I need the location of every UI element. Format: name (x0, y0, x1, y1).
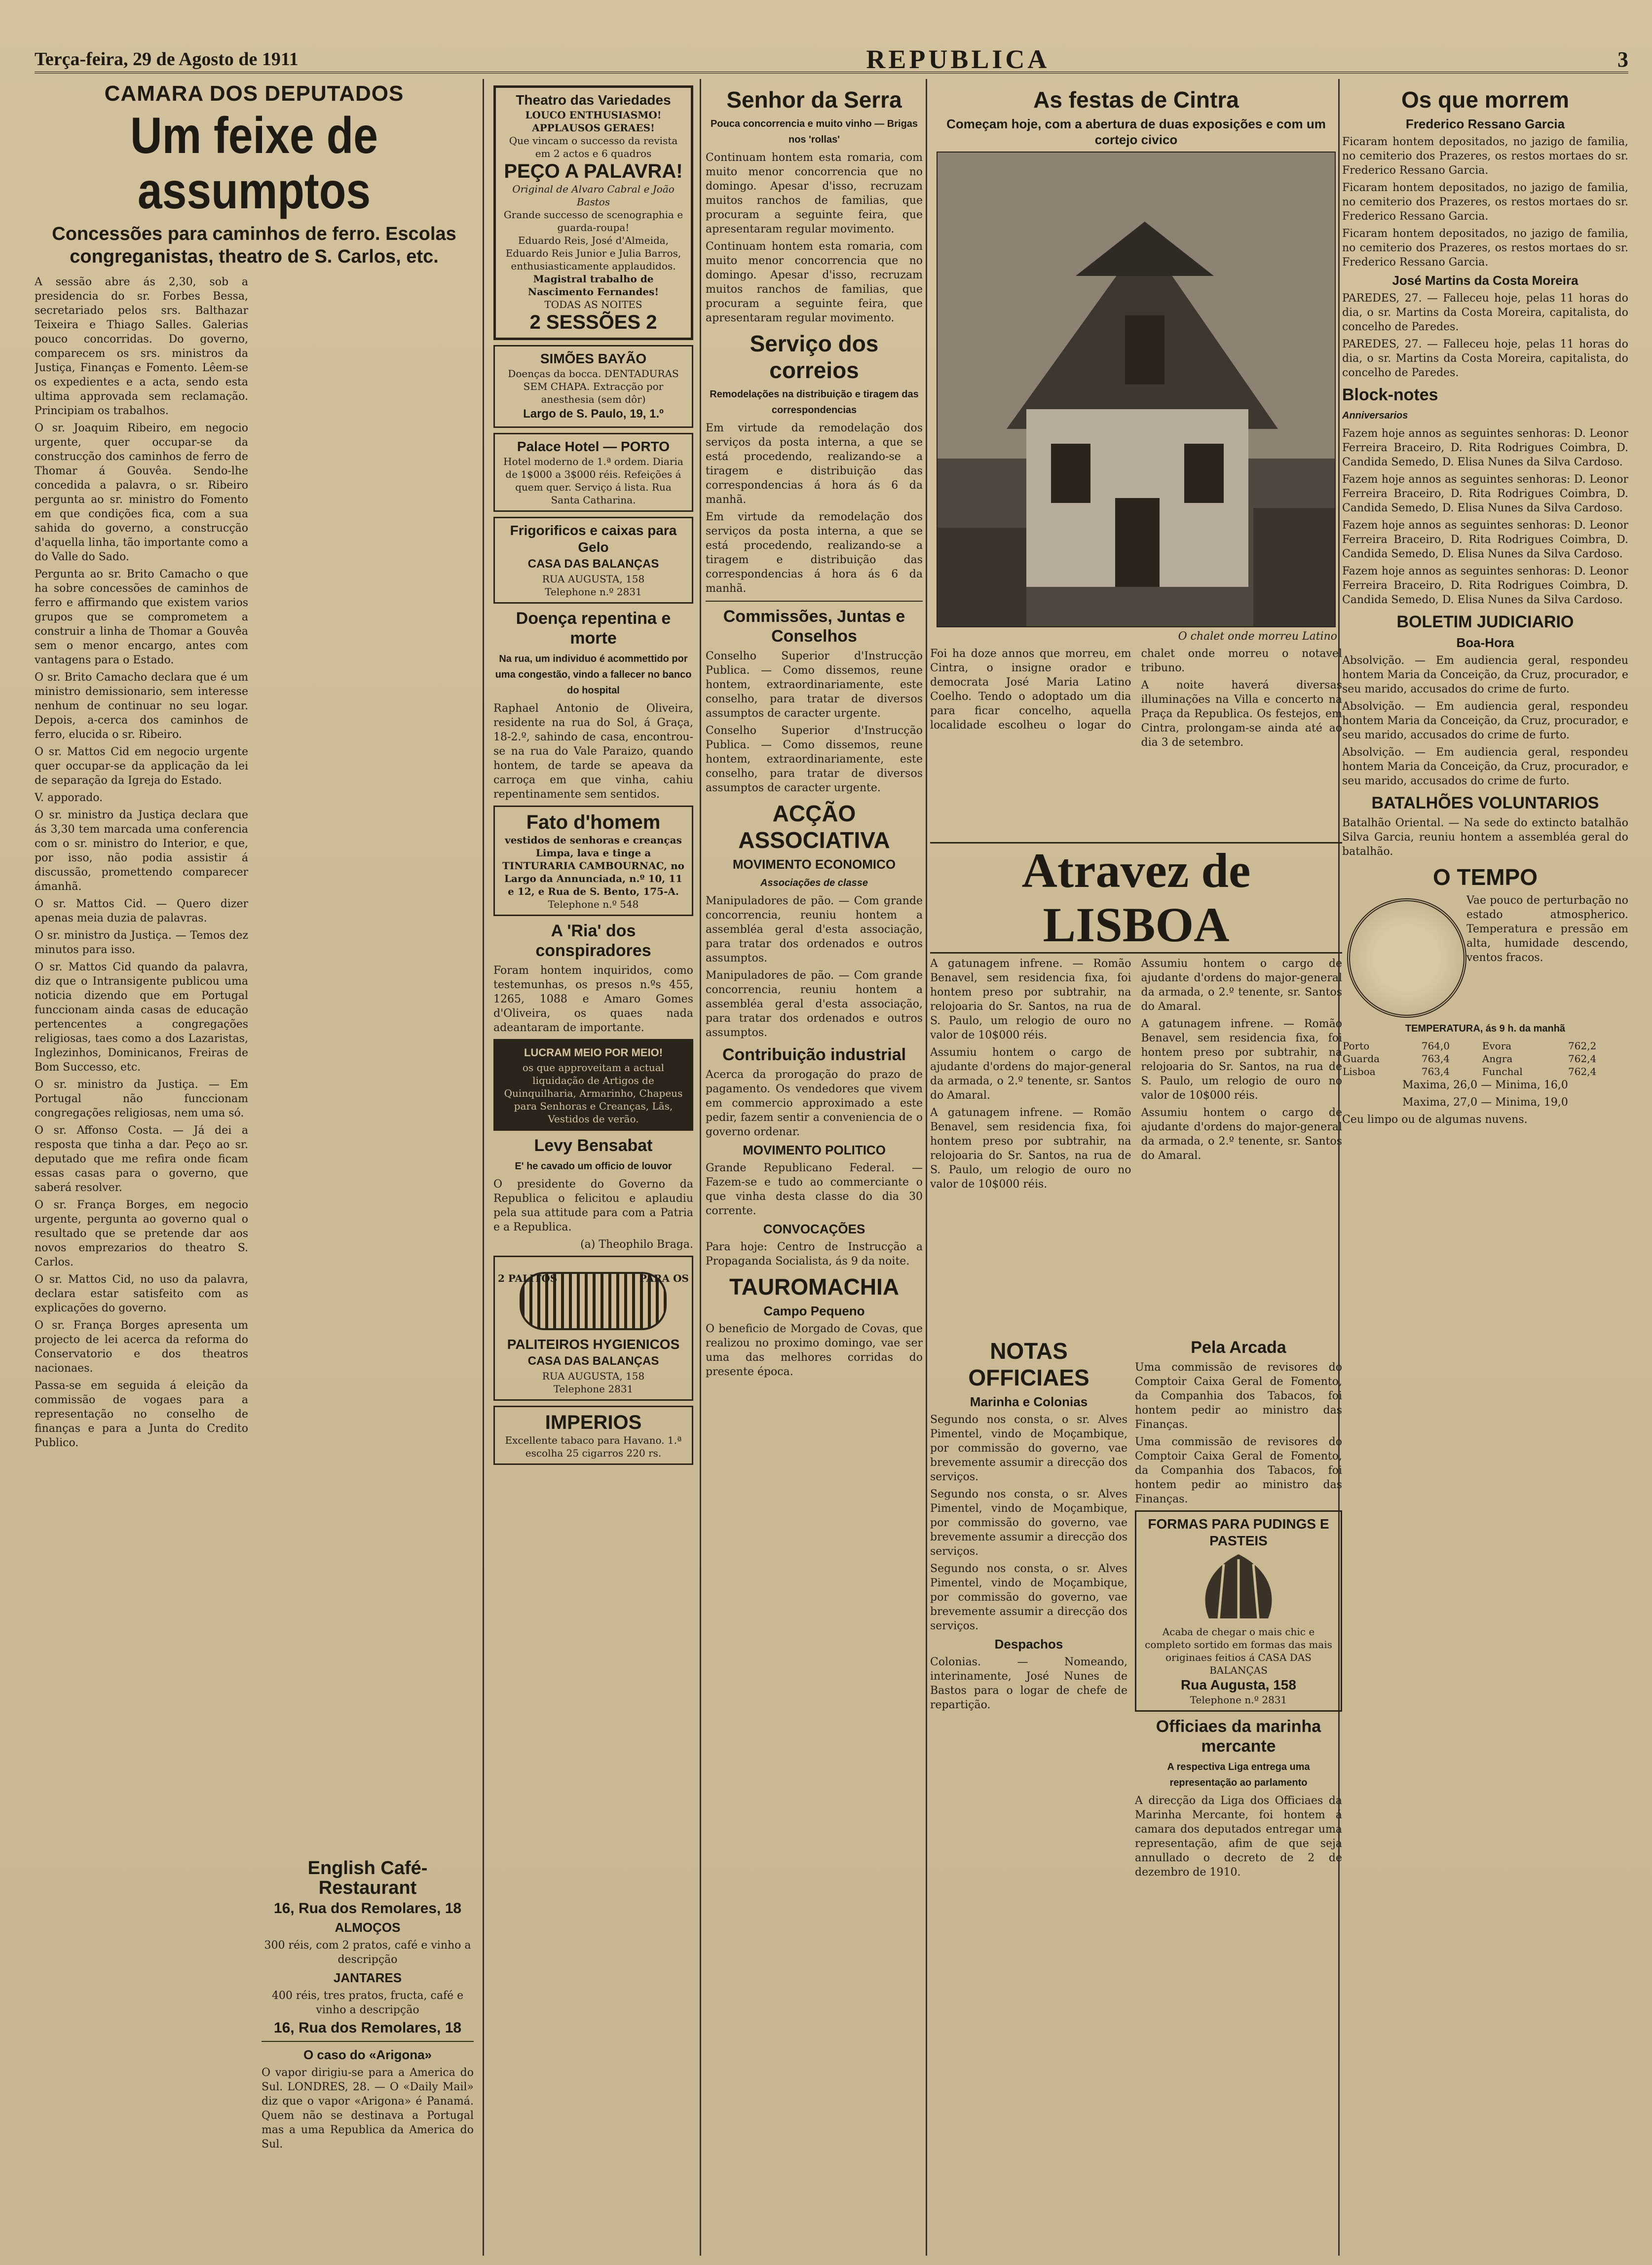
theatre-note: Grande successo de scenographia e guarda-roupa! (503, 209, 683, 233)
dentist-address: Largo de S. Paulo, 19, 1.º (523, 407, 664, 421)
tauromachia-text: O beneficio de Morgado de Covas, que realizou no proximo domingo, vae ser uma das melhores corridas do presente época. (706, 1323, 923, 1378)
batalhoes-title: BATALHÕES VOLUNTARIOS (1371, 794, 1599, 812)
notas-text: Segundo nos consta, o sr. Alves Pimentel, vindo de Moçambique, por commissão do governo, vae brevemente assumir a direcção dos serviços. (930, 1414, 1127, 1483)
max-min-2: Maxima, 27,0 — Minima, 19,0 (1402, 1096, 1568, 1109)
imperios-ad (493, 1406, 693, 1465)
ad-almocos-price: 300 réis, com 2 pratos, café e vinho a descripção (264, 1939, 471, 1966)
value: 763,4 (1421, 1053, 1450, 1065)
moreira-title: José Martins da Costa Moreira (1392, 273, 1578, 288)
boletim-text: Absolvição. — Em audiencia geral, respondeu hontem Maria da Conceição, da Cruz, procurador, e seu marido, accusados do crime de furto. (1342, 654, 1628, 695)
newspaper-name: REPUBLICA (866, 47, 1050, 74)
theatre-show: PEÇO A PALAVRA! (504, 160, 683, 182)
temperature-table (1342, 1039, 1628, 1078)
hotel-ad (493, 433, 693, 512)
paragraph: O sr. Joaquim Ribeiro, em negocio urgente, quer occupar-se da construcção dos caminhos de ferro de Thomar á Gouvêa. Sendo-lhe concedida a palavra, o sr. Ribeiro pergunta ao sr. ministro do Fomento em que condições fica, com a sua sahida do governo, a construcção d'aquella linha, tão importante como a do Valle do Sado. (35, 422, 248, 563)
correios-text: Em virtude da remodelação dos serviços da posta interna, a que se está procedendo, realizando-se a tiragem e distribuição das correspondencias á hora ás 6 da manhã. (706, 422, 923, 506)
paragraph: O sr. França Borges, em negocio urgente, pergunta ao governo qual o resultado que se pretende dar aos novos emprezarios do theatro S. Carlos. (35, 1199, 248, 1268)
accao-text: Manipuladores de pão. — Com grande concorrencia, reuniu hontem a assembléa geral d'esta associação, para tratar dos ordenados e outros assumptos. (706, 895, 923, 964)
formas-title: FORMAS PARA PUDINGS E PASTEIS (1148, 1516, 1329, 1548)
paragraph: O sr. Affonso Costa. — Já dei a resposta que tinha a dar. Peço ao sr. deputado que me refira onde ficam essas casas para o governo, que saberá resolver. (35, 1124, 248, 1194)
column-4-left (930, 1333, 1127, 2256)
notas-text: Segundo nos consta, o sr. Alves Pimentel, vindo de Moçambique, por commissão do governo, vae brevemente assumir a direcção dos serviços. (930, 1563, 1127, 1632)
formas-text: Acaba de chegar o mais chic e completo sortido em formas das mais originaes feitios á CASA DAS BALANÇAS (1145, 1626, 1332, 1676)
lisboa-title: Atravez de LISBOA (930, 842, 1342, 954)
city: Porto (1343, 1040, 1370, 1052)
lisboa-body (930, 957, 1342, 1191)
cintra-text: Foi ha doze annos que morreu, em Cintra, o insigne orador e democrata José Maria Latino Coelho. Tendo o adoptado um dia para ficar concelho, aquella localidade escolheu o logar do chalet onde morreu o notavel tribuno. (930, 648, 1342, 731)
paliteiros-address: RUA AUGUSTA, 158 (542, 1370, 645, 1382)
ad-address: 16, Rua dos Remolares, 18 (273, 1900, 462, 1917)
column-4-right (1135, 1333, 1342, 2256)
fato-text: vestidos de senhoras e creanças Limpa, lava e tinge a TINTURARIA CAMBOURNAC, no Largo da Annunciada, n.º 10, 11 e 12, e Rua de S. Bento, 175-A. (502, 834, 684, 897)
paragraph: O sr. Mattos Cid em negocio urgente quer occupar-se da applicação da lei de separação da Igreja do Estado. (35, 746, 248, 787)
chalet-illustration (938, 153, 1335, 626)
correios-text: Em virtude da remodelação dos serviços da posta interna, a que se está procedendo, realizando-se a tiragem e distribuição das correspondencias á hora ás 6 da manhã. (706, 511, 923, 595)
paragraph: O sr. França Borges apresenta um projecto de lei acerca da reforma do Conservatorio e dos theatros nacionaes. (35, 1319, 248, 1375)
theatre-sessions-note: TODAS AS NOITES (544, 299, 642, 310)
blocknotes-title: Block-notes (1342, 385, 1438, 404)
correios-title: Serviço dos correios (750, 331, 879, 383)
paragraph: V. apporado. (35, 792, 103, 804)
main-headline: Um feixe de assumptos (130, 107, 378, 220)
paragraph: A sessão abre ás 2,30, sob a presidencia do sr. Forbes Bessa, secretariado pelos srs. Balthazar Teixeira e Thiago Salles. Galerias pouco concorridas. Do governo, comparecem os srs. ministros da Justiça, Finanças e Fomento. Lêem-se os expedientes e a acta, sendo esta ultima approvada sem reclamação. Principiam os trabalhos. (35, 276, 248, 417)
blocknotes-text: Fazem hoje annos as seguintes senhoras: D. Leonor Ferreira Braceiro, D. Rita Rodrigues Coimbra, D. Candida Semedo, D. Elisa Nunes da Silva Cardoso. (1342, 427, 1628, 468)
paragraph: O sr. Mattos Cid, no uso da palavra, declara estar satisfeito com as explicações do governo. (35, 1273, 248, 1314)
accao-title: ACÇÃO ASSOCIATIVA (738, 801, 890, 853)
levy-signature: (a) Theophilo Braga. (580, 1238, 693, 1251)
main-subhead: Concessões para caminhos de ferro. Escolas congreganistas, theatro de S. Carlos, etc. (52, 224, 456, 267)
tauromachia-subtitle: Campo Pequeno (763, 1304, 865, 1318)
issue-date: Terça-feira, 29 de Agosto de 1911 (35, 49, 299, 70)
serra-subtitle: Pouca concorrencia e muito vinho — Brigas nos 'rollas' (710, 118, 918, 145)
paliteiros-ad (493, 1256, 693, 1401)
convocacoes-text: Para hoje: Centro de Instrucção a Propaganda Socialista, ás 9 da noite. (706, 1241, 923, 1267)
morrem-text: Ficaram hontem depositados, no jazigo de familia, no cemiterio dos Prazeres, os restos mortaes do sr. Frederico Ressano Garcia. (1342, 182, 1628, 223)
levy-text: O presidente do Governo da Republica o felicitou e aplaudiu pela sua attitude para com a Patria e a Republica. (493, 1178, 693, 1233)
column-rule (700, 79, 701, 2256)
politico-title: MOVIMENTO POLITICO (743, 1143, 886, 1157)
tempo-label: TEMPERATURA, ás 9 h. da manhã (1405, 1023, 1566, 1034)
paragraph: O sr. Brito Camacho declara que é um ministro demissionario, sem interesse nenhum de continuar no seu logar. Depois, a-cerca dos caminhos de ferro, elucida o sr. Ribeiro. (35, 671, 248, 741)
notas-title: NOTAS OFFICIAES (968, 1338, 1089, 1390)
blocknotes-text: Fazem hoje annos as seguintes senhoras: D. Leonor Ferreira Braceiro, D. Rita Rodrigues Coimbra, D. Candida Semedo, D. Elisa Nunes da Silva Cardoso. (1342, 565, 1628, 606)
theatre-tagline: LOUCO ENTHUSIASMO! APPLAUSOS GERAES! (525, 109, 662, 134)
paragraph: Passa-se em seguida á eleição da commissão de vogaes para a representação no conselho de finanças e para a Junta do Credito Publico. (35, 1380, 248, 1449)
theatre-by: Magistral trabalho de Nascimento Fernandes! (527, 273, 659, 298)
english-cafe-ad (262, 1853, 474, 2154)
fridge-title: Frigorificos e caixas para Gelo (510, 523, 677, 555)
boletim-text: Absolvição. — Em audiencia geral, respondeu hontem Maria da Conceição, da Cruz, procurador, e seu marido, accusados do crime de furto. (1342, 700, 1628, 741)
table-row (1342, 1039, 1628, 1052)
commissoes-text: Conselho Superior d'Instrucção Publica. — Como dissemos, reune hontem, extraordinariamente, este conselho, para tratar de diversos assumptos de caracter urgente. (706, 725, 923, 794)
dentist-name: SIMÕES BAYÃO (540, 351, 647, 366)
column-rule (926, 79, 927, 2256)
column-rule (483, 79, 484, 2256)
theatre-cast: Eduardo Reis, José d'Almeida, Eduardo Reis Junior e Julia Barros, enthusiasticamente applaudidos. (505, 234, 681, 272)
max-min-1: Maxima, 26,0 — Minima, 16,0 (1402, 1079, 1568, 1091)
notas-text: Segundo nos consta, o sr. Alves Pimentel, vindo de Moçambique, por commissão do governo, vae brevemente assumir a direcção dos serviços. (930, 1488, 1127, 1558)
commissoes-title: Commissões, Juntas e Conselhos (723, 607, 905, 646)
boletim-subtitle: Boa-Hora (1456, 635, 1514, 650)
city: Angra (1482, 1053, 1513, 1065)
serra-text: Continuam hontem esta romaria, com muito menor concorrencia que no domingo. Apesar d'isso, recruzam muitos ranchos de familias, que procuram a seguinte feira, que apresentaram regular movimento. (706, 240, 923, 324)
arigona-title: O caso do «Arigona» (303, 2047, 432, 2062)
doenca-text: Raphael Antonio de Oliveira, residente na rua do Sol, á Graça, 18-2.º, sahindo de casa, encontrou-se na rua do Vale Paraizo, quando hontem, de tarde se apeava da carroça em que vinha, cahiu repentinamente sem sentidos. (493, 702, 693, 801)
convocacoes-title: CONVOCAÇÕES (763, 1222, 865, 1236)
theatre-name: Theatro das Variedades (516, 92, 671, 108)
cintra-subtitle: Começam hoje, com a abertura de duas exposições e com um cortejo civico (946, 116, 1326, 147)
paliteiros-side-left: 2 PALITOS (498, 1272, 558, 1284)
blocknotes-text: Fazem hoje annos as seguintes senhoras: D. Leonor Ferreira Braceiro, D. Rita Rodrigues Coimbra, D. Candida Semedo, D. Elisa Nunes da Silva Cardoso. (1342, 473, 1628, 514)
photo-caption: O chalet onde morreu Latino (1178, 630, 1337, 643)
theatre-sessions: 2 SESSÕES 2 (529, 311, 657, 333)
moreira-text: PAREDES, 27. — Falleceu hoje, pelas 11 horas do dia, o sr. Martins da Costa Moreira, capitalista, do concelho de Paredes. (1342, 292, 1628, 333)
formas-ad (1135, 1510, 1342, 1712)
arcada-text: Uma commissão de revisores do Comptoir Caixa Geral de Fomento, da Companhia dos Tabacos, foi hontem pedir ao ministro das Finanças. (1135, 1436, 1342, 1505)
lisboa-text: A gatunagem infrene. — Romão Benavel, sem residencia fixa, foi hontem preso por subtrahir, na relojoaria do Sr. Santos, na rua de S. Paulo, um relogio de ouro no valor de 10$000 réis. (930, 1107, 1131, 1190)
accao-subtitle-2: Associações de classe (760, 878, 868, 888)
paliteiros-side-right: PARA OS (639, 1272, 689, 1284)
arcada-text: Uma commissão de revisores do Comptoir Caixa Geral de Fomento, da Companhia dos Tabacos, foi hontem pedir ao ministro das Finanças. (1135, 1361, 1342, 1431)
fato-title: Fato d'homem (526, 811, 661, 833)
column-3 (706, 81, 923, 2258)
lucram-text: os que approveitam a actual liquidação de Artigos de Quinquilharia, Armarinho, Chapeus para Senhoras e Creanças, Lãs, Vestidos de verão. (504, 1062, 683, 1125)
doenca-title: Doença repentina e morte (516, 609, 671, 648)
paragraph: O sr. ministro da Justiça. — Em Portugal não funccionam congregações religiosas, nem uma só. (35, 1078, 248, 1119)
despachos-text: Colonias. — Nomeando, interinamente, José Nunes de Bastos para o logar de chefe de repartição. (930, 1656, 1127, 1711)
batalhoes-text: Batalhão Oriental. — Na sede do extincto batalhão Silva Garcia, reuniu hontem a assembléa geral do batalhão. (1342, 817, 1628, 858)
boletim-title: BOLETIM JUDICIARIO (1396, 613, 1574, 631)
barometer-icon (1347, 898, 1466, 1018)
moreira-text: PAREDES, 27. — Falleceu hoje, pelas 11 horas do dia, o sr. Martins da Costa Moreira, capitalista, do concelho de Paredes. (1342, 338, 1628, 379)
paragraph: Pergunta ao sr. Brito Camacho o que ha sobre concessões de caminhos de ferro e affirmando que existem varios grupos que se comprometem a construir a linha de Thomar a Gouvêa sem o menor encargo, antes com vantagens para o Estado. (35, 568, 248, 666)
ad-title: English Café-Restaurant (307, 1858, 428, 1898)
paragraph: O sr. Mattos Cid quando da palavra, diz que o Intransigente publicou uma noticia dizendo que em Portugal funccionam ainda casas de educação pertencentes a congregações religiosas, taes como a dos Lazaristas, Inglezinhos, Dominicanos, Freiras de Bom Successo, etc. (35, 961, 248, 1074)
column-2 (493, 81, 693, 2258)
cintra-title: As festas de Cintra (1033, 87, 1239, 113)
accao-subtitle: MOVIMENTO ECONOMICO (732, 857, 896, 872)
ria-title: A 'Ria' dos conspiradores (535, 921, 651, 960)
contrib-text: Acerca da prorogação do prazo de pagamento. Os vendedores que vivem em commercio approximado a este pedir, fazem sentir a conveniencia de o governo ordenar. (706, 1069, 923, 1138)
shell-mould-illustration (1194, 1549, 1283, 1623)
formas-phone: Telephone n.º 2831 (1190, 1694, 1287, 1706)
fridge-address: RUA AUGUSTA, 158 (542, 573, 645, 585)
doenca-subtitle: Na rua, um individuo é acommettido por uma congestão, vindo a fallecer no banco do hospital (495, 653, 692, 696)
blocknotes-subtitle: Anniversarios (1342, 410, 1408, 421)
chalet-photograph (937, 152, 1336, 627)
ad-jantares: JANTARES (333, 1970, 402, 1985)
hotel-name: Palace Hotel — PORTO (517, 439, 670, 454)
marinha-text: A direcção da Liga dos Officiaes da Marinha Mercante, foi hontem á camara dos deputados entregar uma representação, afim de que seja annullado o decreto de 2 de dezembro de 1910. (1135, 1795, 1342, 1879)
ad-address-2: 16, Rua dos Remolares, 18 (273, 2020, 462, 2036)
masthead (35, 47, 1628, 74)
fridge-phone: Telephone n.º 2831 (545, 586, 642, 598)
notas-subtitle: Marinha e Colonias (970, 1394, 1088, 1409)
boletim-text: Absolvição. — Em audiencia geral, respondeu hontem Maria da Conceição, da Cruz, procurador, e seu marido, accusados do crime de furto. (1342, 746, 1628, 787)
contrib-title: Contribuição industrial (722, 1045, 906, 1064)
section-kicker: CAMARA DOS DEPUTADOS (104, 81, 404, 106)
article-body (35, 275, 474, 1864)
theatre-line: Que vincam o successo da revista em 2 actos e 6 quadros (509, 135, 678, 159)
column-4-lisboa (930, 839, 1342, 1333)
table-row (1342, 1065, 1628, 1078)
divider (262, 2041, 474, 2042)
ria-text: Foram hontem inquiridos, como testemunhas, os presos n.ºs 455, 1265, 1088 e Amaro Gomes d'Oliveira, os quaes nada adeantaram de importante. (493, 964, 693, 1034)
column-5 (1342, 81, 1628, 2258)
paragraph: O sr. ministro da Justiça. — Temos dez minutos para isso. (35, 929, 248, 956)
value: 762,4 (1568, 1066, 1597, 1077)
lisboa-text: A gatunagem infrene. — Romão Benavel, sem residencia fixa, foi hontem preso por subtrahir, na relojoaria do Sr. Santos, na rua de S. Paulo, um relogio de ouro no valor de 10$000 réis. (930, 958, 1131, 1041)
lisboa-text-2: Assumiu hontem o cargo de ajudante d'ordens do major-general da armada, o 2.º tenente, sr. Santos do Amaral. (1141, 1107, 1342, 1162)
paragraph: O sr. Mattos Cid. — Quero dizer apenas meia duzia de palavras. (35, 898, 248, 924)
dentist-desc: Doenças da bocca. DENTADURAS SEM CHAPA. Extracção por anesthesia (sem dôr) (508, 368, 679, 405)
fridge-store: CASA DAS BALANÇAS (527, 557, 659, 571)
paliteiros-phone: Telephone 2831 (553, 1383, 634, 1395)
column-1 (35, 81, 474, 2258)
lisboa-text: A gatunagem infrene. — Romão Benavel, sem residencia fixa, foi hontem preso por subtrahir, na relojoaria do Sr. Santos, na rua de S. Paulo, um relogio de ouro no valor de 10$000 réis. (1141, 1018, 1342, 1102)
column-4-top (930, 81, 1342, 837)
lucram-ad (493, 1039, 693, 1131)
ad-jantares-price: 400 réis, tres pratos, fructa, café e vinho a descripção (271, 1990, 464, 2016)
city: Guarda (1343, 1053, 1380, 1065)
levy-subtitle: E' he cavado um officio de louvor (515, 1161, 672, 1172)
accao-text: Manipuladores de pão. — Com grande concorrencia, reuniu hontem a assembléa geral d'esta associação, para tratar dos ordenados e outros assumptos. (706, 969, 923, 1039)
correios-subtitle: Remodelações na distribuição e tiragem das correspondencias (710, 389, 919, 416)
theatre-ad (493, 85, 693, 340)
morrem-title: Os que morrem (1401, 87, 1569, 113)
morrem-text: Ficaram hontem depositados, no jazigo de familia, no cemiterio dos Prazeres, os restos mortaes do sr. Frederico Ressano Garcia. (1342, 228, 1628, 269)
theatre-authors: Original de Alvaro Cabral e João Bastos (512, 183, 675, 208)
arcada-title: Pela Arcada (1191, 1338, 1286, 1357)
paliteiros-title: PALITEIROS HYGIENICOS (507, 1337, 680, 1352)
marinha-title: Officiaes da marinha mercante (1156, 1717, 1321, 1756)
hotel-text: Hotel moderno de 1.ª ordem. Diaria de 1$000 a 3$000 réis. Refeições á quem quer. Serviço á lista. Rua Santa Catharina. (503, 456, 683, 506)
commissoes-text: Conselho Superior d'Instrucção Publica. — Como dissemos, reune hontem, extraordinariamente, este conselho, para tratar de diversos assumptos de caracter urgente. (706, 650, 923, 720)
lisboa-text-2: Assumiu hontem o cargo de ajudante d'ordens do major-general da armada, o 2.º tenente, sr. Santos do Amaral. (1141, 958, 1342, 1013)
morrem-subtitle: Frederico Ressano Garcia (1405, 116, 1565, 131)
lisboa-text-2: Assumiu hontem o cargo de ajudante d'ordens do major-general da armada, o 2.º tenente, sr. Santos do Amaral. (930, 1046, 1131, 1102)
fato-ad (493, 806, 693, 916)
fridge-ad (493, 517, 693, 604)
footer-text: Ceu limpo ou de algumas nuvens. (1342, 1113, 1528, 1126)
imperios-text: Excellente tabaco para Havano. 1.ª escolha 25 cigarros 220 rs. (505, 1434, 682, 1459)
value: 762,4 (1568, 1053, 1597, 1065)
formas-address: Rua Augusta, 158 (1181, 1677, 1296, 1692)
marinha-subtitle: A respectiva Liga entrega uma representação ao parlamento (1167, 1762, 1310, 1788)
paliteiros-store: CASA DAS BALANÇAS (527, 1354, 659, 1368)
serra-title: Senhor da Serra (726, 87, 902, 113)
lucram-title: LUCRAM MEIO POR MEIO! (524, 1046, 663, 1059)
imperios-title: IMPERIOS (545, 1412, 642, 1433)
value: 763,4 (1421, 1066, 1450, 1077)
fato-phone: Telephone n.º 548 (548, 898, 639, 910)
paragraph: O sr. ministro da Justiça declara que ás 3,30 tem marcada uma conferencia com o sr. ministro do Interior, e que, por isso, não podia assistir á discussão, promettendo comparecer ámanhã. (35, 809, 248, 893)
city: Evora (1482, 1040, 1512, 1052)
blocknotes-text: Fazem hoje annos as seguintes senhoras: D. Leonor Ferreira Braceiro, D. Rita Rodrigues Coimbra, D. Candida Semedo, D. Elisa Nunes da Silva Cardoso. (1342, 519, 1628, 560)
levy-title: Levy Bensabat (534, 1136, 653, 1155)
serra-text: Continuam hontem esta romaria, com muito menor concorrencia que no domingo. Apesar d'isso, recruzam muitos ranchos de familias, que procuram a seguinte feira, que apresentaram regular movimento. (706, 152, 923, 235)
table-row (1342, 1052, 1628, 1065)
cintra-body (930, 647, 1342, 750)
morrem-text: Ficaram hontem depositados, no jazigo de familia, no cemiterio dos Prazeres, os restos mortaes do sr. Frederico Ressano Garcia. (1342, 136, 1628, 177)
value: 762,2 (1568, 1040, 1597, 1052)
tauromachia-title: TAUROMACHIA (729, 1274, 900, 1300)
politico-text: Grande Republicano Federal. — Fazem-se e tudo ao commerciante o que vinha desta classe do dia 30 corrente. (706, 1162, 923, 1217)
cintra-text-2: A noite haverá diversas illuminações na Villa e concerto na Praça da Republica. Os festejos, em Cintra, prolongam-se ainda até ao dia 3 de setembro. (1141, 679, 1342, 749)
tempo-title: O TEMPO (1432, 864, 1538, 890)
page-number: 3 (1617, 47, 1628, 72)
arigona-text: O vapor dirigiu-se para a America do Sul. LONDRES, 28. — O «Daily Mail» diz que o vapor «Arigona» é Panamá. Quem não se destinava a Portugal mas a uma Republica da America do Sul. (262, 2067, 474, 2150)
city: Lisboa (1343, 1066, 1376, 1077)
despachos-title: Despachos (994, 1637, 1063, 1651)
ad-almocos: ALMOÇOS (335, 1920, 401, 1935)
value: 764,0 (1421, 1040, 1450, 1052)
divider (706, 601, 923, 602)
city: Funchal (1482, 1066, 1523, 1077)
tempo-text: Vae pouco de perturbação no estado atmospherico. Temperatura e pressão em alta, humidade descendo, ventos fracos. (1466, 894, 1628, 964)
dentist-ad (493, 345, 693, 428)
